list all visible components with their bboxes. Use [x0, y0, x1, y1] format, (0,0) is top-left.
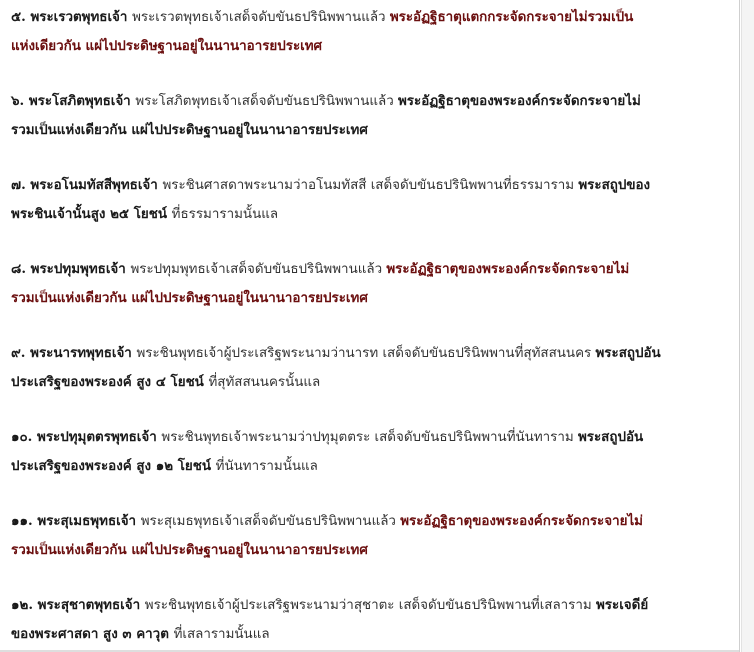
bold-text: ๑๐. พระปทุมุตตรพุทธเจ้า — [11, 429, 162, 445]
bold-text: ประเสริฐของพระองค์ สูง ๔ โยชน์ — [11, 374, 209, 390]
paragraph-buddha-11 — [11, 507, 731, 565]
paragraph-line — [11, 171, 731, 200]
paragraph-line — [11, 368, 731, 397]
highlight-text: รวมเป็นแห่งเดียวกัน แผ่ไปประดิษฐานอยู่ในนานาอารยประเทศ — [11, 290, 368, 306]
bold-text: ๘. พระปทุมพุทธเจ้า — [11, 261, 131, 277]
paragraph-line — [11, 32, 731, 61]
body-text: ที่สุทัสสนนครนั้นแล — [208, 375, 321, 390]
body-text: ที่เสลารามนั้นแล — [173, 627, 270, 642]
paragraph-line — [11, 536, 731, 565]
bold-text: ของพระศาสดา สูง ๓ คาวุต — [11, 626, 174, 642]
bold-text: ๖. พระโสภิตพุทธเจ้า — [11, 93, 136, 109]
paragraph-line — [11, 284, 731, 313]
bold-text: พระอัฏฐิธาตุของพระองค์กระจัดกระจายไม่ — [397, 93, 641, 109]
highlight-text: แห่งเดียวกัน แผ่ไปประดิษฐานอยู่ในนานาอารยประเทศ — [11, 38, 323, 54]
bold-text: ๑๒. พระสุชาตพุทธเจ้า — [11, 597, 145, 613]
paragraph-buddha-5 — [11, 3, 731, 61]
paragraph-line — [11, 452, 731, 481]
bold-text: พระชินเจ้านั้นสูง ๒๕ โยชน์ — [11, 206, 172, 222]
bold-text: ๑๑. พระสุเมธพุทธเจ้า — [11, 513, 141, 529]
body-text: พระชินพุทธเจ้าผู้ประเสริฐพระนามว่านารท เสด็จดับขันธปรินิพพานที่สุทัสสนนคร — [136, 346, 596, 361]
bold-text: รวมเป็นแห่งเดียวกัน แผ่ไปประดิษฐานอยู่ในนานาอารยประเทศ — [11, 122, 368, 138]
body-text: พระโสภิตพุทธเจ้าเสด็จดับขันธปรินิพพานแล้ว — [135, 94, 398, 109]
highlight-text: พระอัฏฐิธาตุของพระองค์กระจัดกระจายไม่ — [400, 513, 644, 529]
paragraph-line — [11, 255, 731, 284]
bold-text: พระสถูปอัน — [595, 345, 661, 361]
vertical-scrollbar[interactable] — [741, 0, 754, 652]
body-text: พระชินพุทธเจ้าผู้ประเสริฐพระนามว่าสุชาตะ เสด็จดับขันธปรินิพพานที่เสลาราม — [144, 598, 596, 613]
paragraph-line — [11, 591, 731, 620]
body-text: ที่นันทารามนั้นแล — [215, 459, 318, 474]
paragraph-line — [11, 3, 731, 32]
paragraph-line — [11, 200, 731, 229]
bold-text: ๙. พระนารทพุทธเจ้า — [11, 345, 137, 361]
highlight-text: พระอัฏฐิธาตุของพระองค์กระจัดกระจายไม่ — [386, 261, 630, 277]
bold-text: พระสถูปอัน — [577, 429, 644, 445]
body-text: พระสุเมธพุทธเจ้าเสด็จดับขันธปรินิพพานแล้ว — [140, 514, 401, 529]
paragraph-buddha-8 — [11, 255, 731, 313]
body-text: พระเรวตพุทธเจ้าเสด็จดับขันธปรินิพพานแล้ว — [132, 10, 390, 25]
body-text: พระปทุมพุทธเจ้าเสด็จดับขันธปรินิพพานแล้ว — [130, 262, 387, 277]
bold-text: พระเจดีย์ — [595, 597, 649, 613]
paragraph-line — [11, 507, 731, 536]
bold-text: ประเสริฐของพระองค์ สูง ๑๒ โยชน์ — [11, 458, 216, 474]
body-text: ที่ธรรมารามนั้นแล — [171, 207, 279, 222]
paragraph-buddha-10 — [11, 423, 731, 481]
paragraph-buddha-12 — [11, 591, 731, 649]
paragraph-buddha-7 — [11, 171, 731, 229]
paragraph-line — [11, 423, 731, 452]
paragraph-line — [11, 87, 731, 116]
paragraph-buddha-6 — [11, 87, 731, 145]
bold-text: พระสถูปของ — [578, 177, 651, 193]
paragraph-line — [11, 339, 731, 368]
bold-text: ๕. พระเรวตพุทธเจ้า — [11, 9, 133, 25]
bold-text: ๗. พระอโนมทัสสีพุทธเจ้า — [11, 177, 163, 193]
highlight-text: รวมเป็นแห่งเดียวกัน แผ่ไปประดิษฐานอยู่ในนานาอารยประเทศ — [11, 542, 368, 558]
body-text: พระชินศาสดาพระนามว่าอโนมทัสสี เสด็จดับขันธปรินิพพานที่ธรรมาราม — [162, 178, 579, 193]
paragraph-line — [11, 620, 731, 649]
highlight-text: พระอัฏฐิธาตุแตกกระจัดกระจายไม่รวมเป็น — [389, 9, 634, 25]
paragraph-line — [11, 116, 731, 145]
paragraph-buddha-9 — [11, 339, 731, 397]
body-text: พระชินพุทธเจ้าพระนามว่าปทุมุตตระ เสด็จดับขันธปรินิพพานที่นันทาราม — [161, 430, 578, 445]
